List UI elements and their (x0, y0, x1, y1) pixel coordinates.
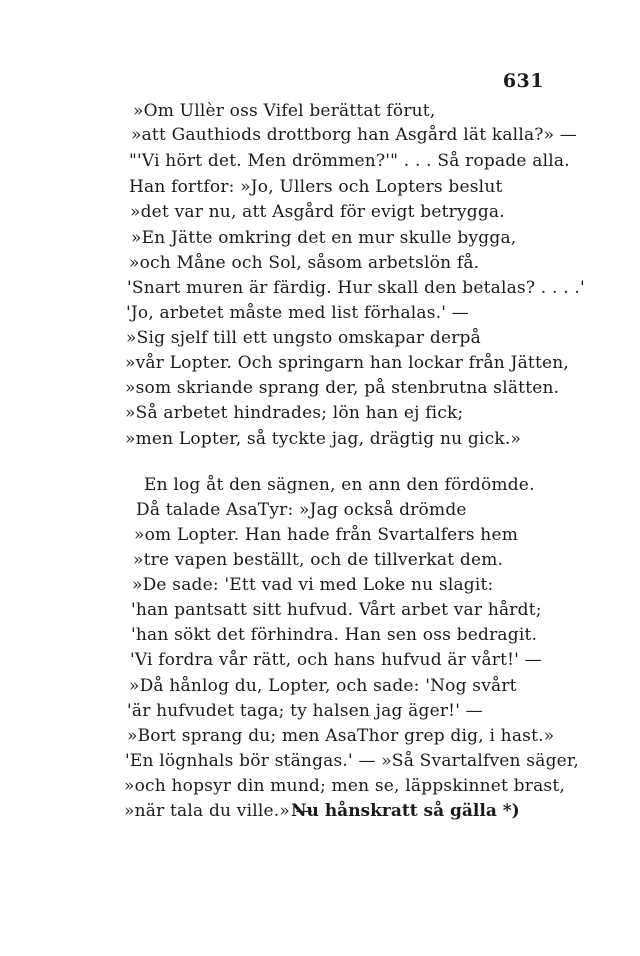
page-number: 631 (502, 70, 544, 92)
verse-line: 'är hufvudet taga; ty halsen jag äger!' — (127, 701, 483, 721)
verse-line: Då talade AsaTyr: »Jag också drömde (136, 500, 467, 520)
verse-line: »vår Lopter. Och springarn han lockar från Jätten, (125, 353, 569, 373)
closing-line: Nu hånskratt så gälla *) (291, 801, 520, 821)
verse-line: »Sig sjelf till ett ungsto omskapar derpå (126, 328, 481, 348)
verse-line: »Bort sprang du; men AsaThor grep dig, i hast.» (127, 726, 555, 746)
verse-line: Han fortfor: »Jo, Ullers och Lopters beslut (129, 177, 503, 197)
verse-line: »som skriande sprang der, på stenbrutna slätten. (125, 378, 560, 398)
verse-line: En log åt den sägnen, en ann den fördömde. (144, 475, 535, 495)
verse-line: »om Lopter. Han hade från Svartalfers hem (134, 525, 519, 545)
verse-line: »Då hånlog du, Lopter, och sade: 'Nog svårt (129, 676, 517, 696)
verse-line: »De sade: 'Ett vad vi med Loke nu slagit: (132, 575, 494, 595)
verse-line: "'Vi hört det. Men drömmen?'" . . . Så ropade alla. (129, 151, 570, 171)
verse-line: »och Måne och Sol, såsom arbetslön få. (129, 253, 480, 273)
verse-line: 'Snart muren är färdig. Hur skall den betalas? . . . .' (127, 278, 585, 298)
verse-line: »Så arbetet hindrades; lön han ej fick; (125, 403, 464, 423)
verse-line: »och hopsyr din mund; men se, läppskinnet brast, (124, 776, 565, 796)
verse-line: »Om Ullèr oss Vifel berättat förut, (133, 101, 436, 121)
verse-line: 'Jo, arbetet måste med list förhalas.' — (126, 303, 469, 323)
verse-line: »det var nu, att Asgård för evigt betrygga. (130, 202, 505, 222)
verse-line: 'Vi fordra vår rätt, och hans hufvud är vårt!' — (130, 650, 542, 670)
verse-line: »En Jätte omkring det en mur skulle bygga, (131, 228, 517, 248)
verse-line: 'han sökt det förhindra. Han sen oss bedragit. (131, 625, 538, 645)
verse-line: »men Lopter, så tyckte jag, drägtig nu gick.» (125, 429, 522, 449)
verse-line: »när tala du ville.» — (124, 801, 313, 821)
verse-line: 'han pantsatt sitt hufvud. Vårt arbet var hårdt; (131, 600, 542, 620)
verse-line: 'En lögnhals bör stängas.' — »Så Svartalfven säger, (125, 751, 579, 771)
verse-line: »tre vapen beställt, och de tillverkat dem. (133, 550, 504, 570)
verse-line: »att Gauthiods drottborg han Asgård lät kalla?» — (131, 125, 578, 145)
